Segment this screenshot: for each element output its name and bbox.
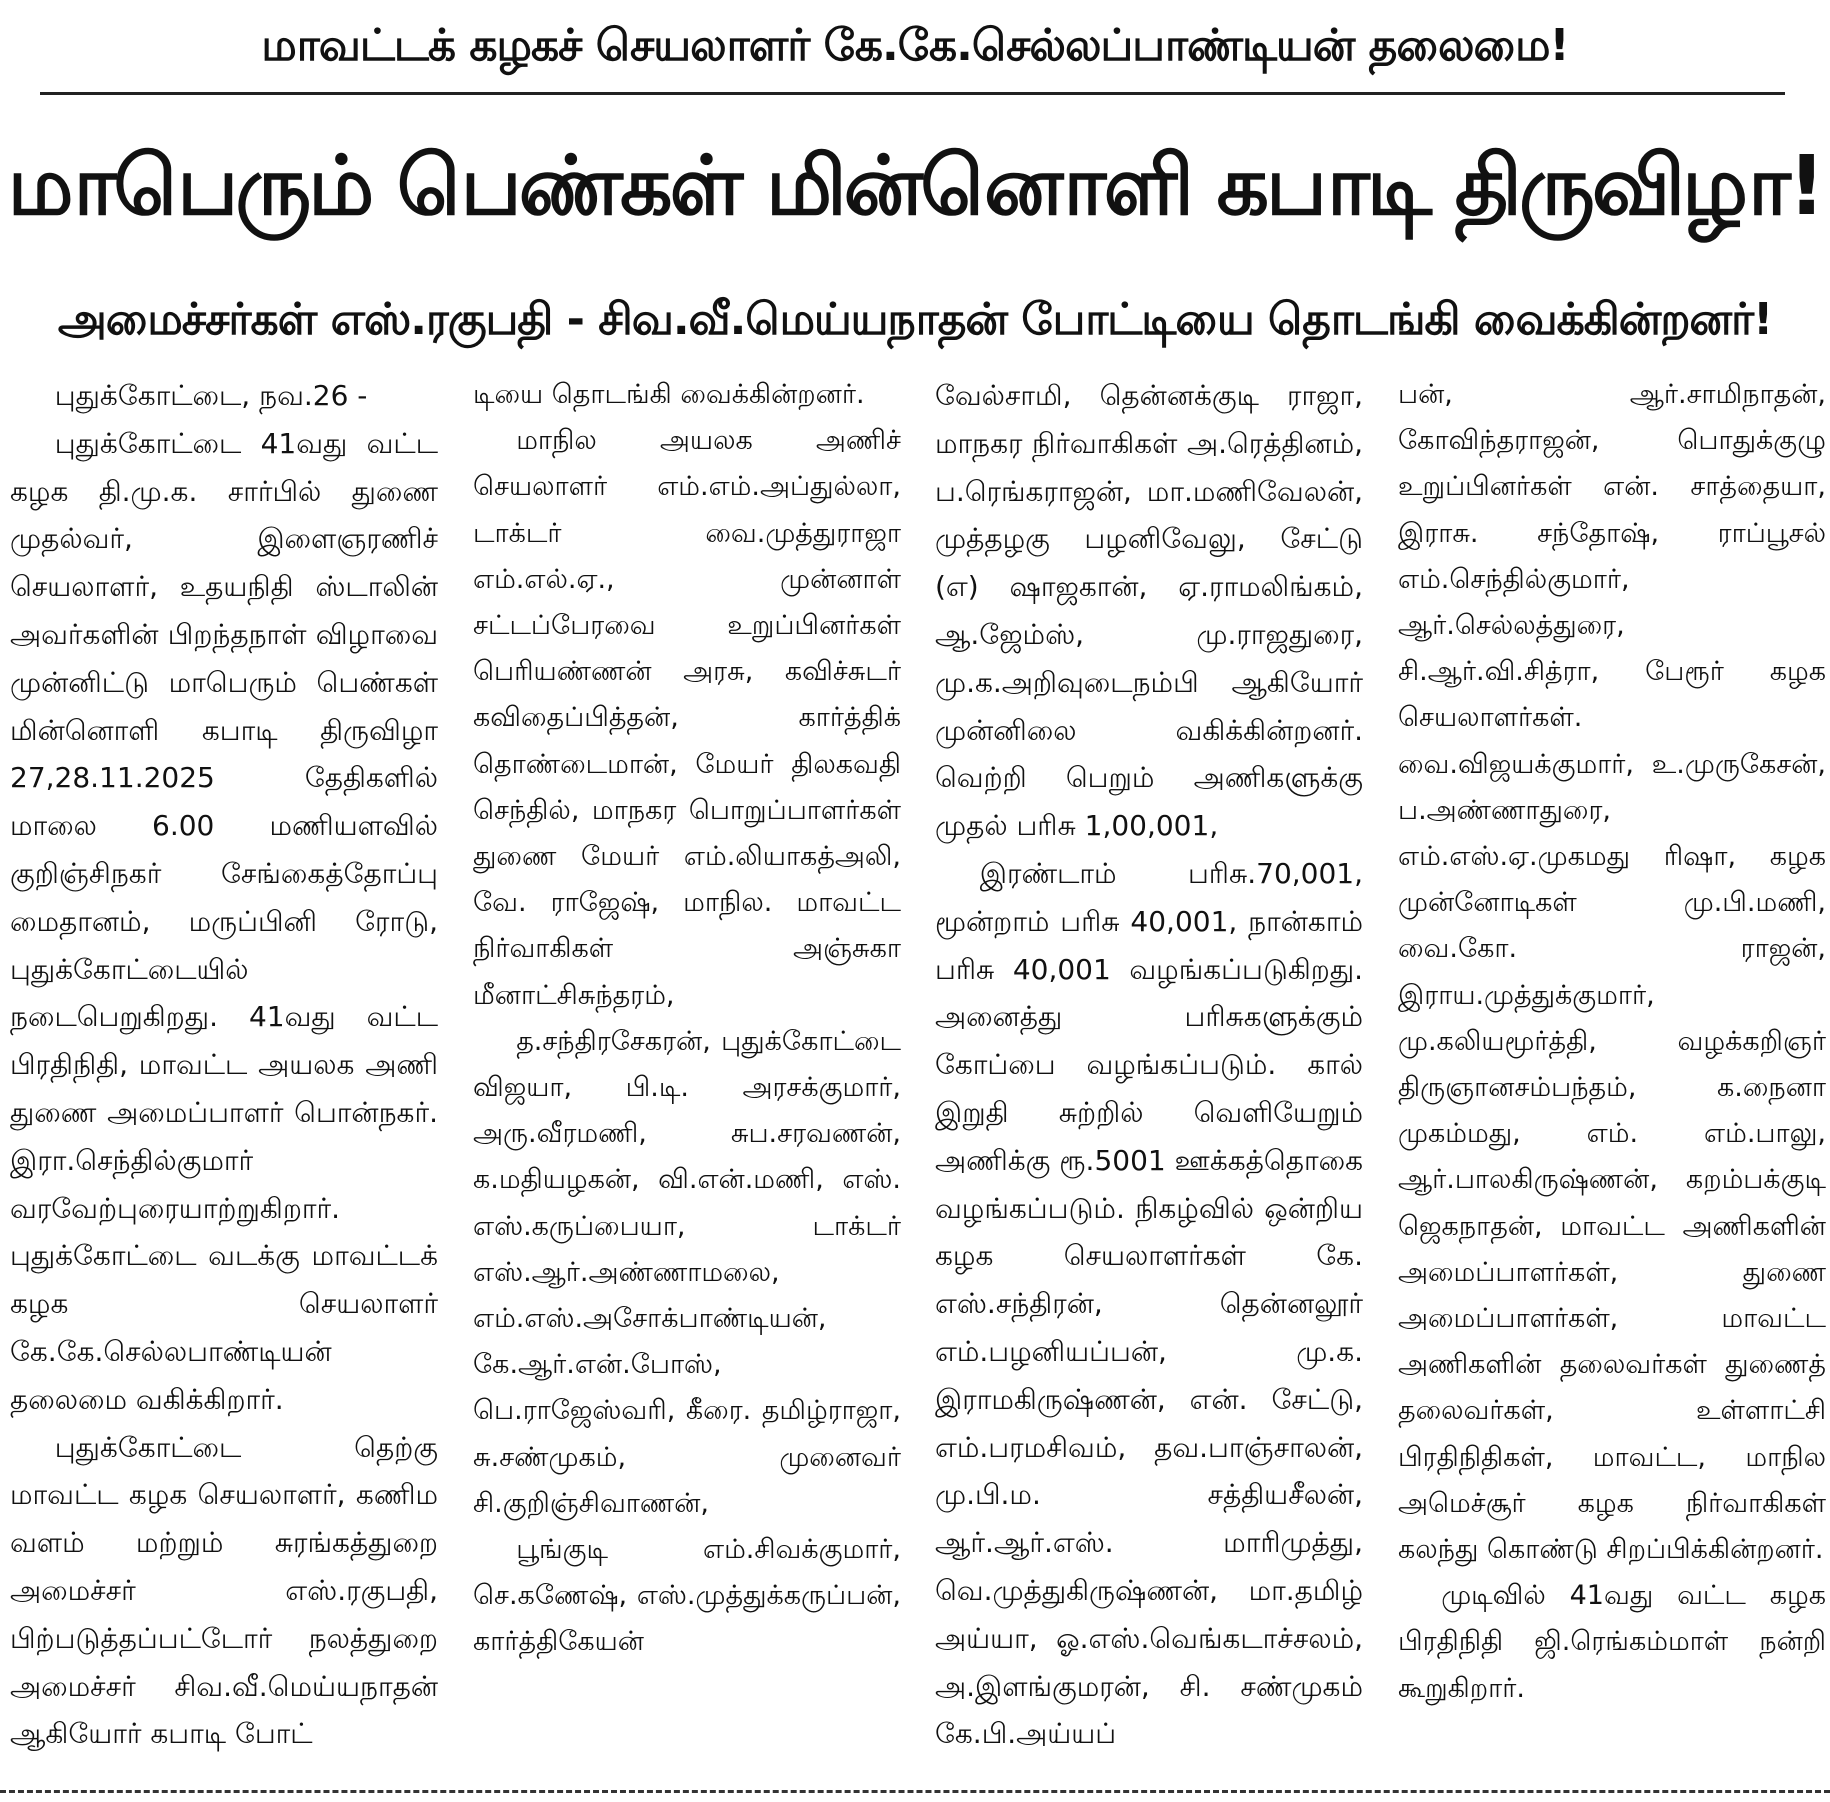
paragraph: புதுக்கோட்டை 41வது வட்ட கழக தி.மு.க. சார்பில் துணை முதல்வர், இளைஞரணிச் செயலாளர், உதயநிதி ஸ்டாலின் அவர்களின் பிறந்தநாள் விழாவை முன்னிட்டு மாபெரும் பெண்கள் மின்னொளி கபாடி திருவிழா 27,28.11.2025 தேதிகளில் மாலை 6.00 மணியளவில் குறிஞ்சிநகர் சேங்கைத்தோப்பு மைதானம், மருப்பினி ரோடு, புதுக்கோட்டையில் நடைபெறுகிறது. 41வது வட்ட பிரதிநிதி, மாவட்ட அயலக அணி துணை அமைப்பாளர் பொன்நகர். இரா.செந்தில்குமார் வரவேற்புரையாற்றுகிறார். புதுக்கோட்டை வடக்கு மாவட்டக் கழக செயலாளர் கே.கே.செல்லபாண்டியன் தலைமை வகிக்கிறார். — [10, 426, 438, 1416]
kicker-line: மாவட்டக் கழகச் செயலாளர் கே.கே.செல்லப்பாண்டியன் தலைமை! — [261, 20, 1569, 71]
paragraph: மாநில அயலக அணிச் செயலாளர் எம்.எம்.அப்துல்லா, டாக்டர் வை.முத்துராஜா எம்.எல்.ஏ., முன்னாள் சட்டப்பேரவை உறுப்பினர்கள் பெரியண்ணன் அரசு, கவிச்சுடர் கவிதைப்பித்தன், கார்த்திக் தொண்டைமான், மேயர் திலகவதி செந்தில், மாநகர பொறுப்பாளர்கள் துணை மேயர் எம்.லியாகத்அலி, வே. ராஜேஷ், மாநில. மாவட்ட நிர்வாகிகள் அஞ்சுகா மீனாட்சிசுந்தரம், — [473, 425, 901, 1011]
paragraph: முடிவில் 41வது வட்ட கழக பிரதிநிதி ஜி.ரெங்கம்மாள் நன்றி கூறுகிறார். — [1398, 1580, 1826, 1704]
article-body — [0, 372, 1830, 1762]
column-1 — [10, 372, 438, 1762]
subheadline: அமைச்சர்கள் எஸ்.ரகுபதி - சிவ.வீ.மெய்யநாதன் போட்டியை தொடங்கி வைக்கின்றனர்! — [57, 294, 1773, 345]
column-3 — [935, 372, 1363, 1762]
paragraph: த.சந்திரசேகரன், புதுக்கோட்டை விஜயா, பி.டி. அரசக்குமார், அரு.வீரமணி, சுப.சரவணன், க.மதியழகன், வி.என்.மணி, எஸ். எஸ்.கருப்பையா, டாக்டர் எஸ்.ஆர்.அண்ணாமலை, எம்.எஸ்.அசோக்பாண்டியன், கே.ஆர்.என்.போஸ், பெ.ராஜேஸ்வரி, கீரை. தமிழ்ராஜா, சு.சண்முகம், முனைவர் சி.குறிஞ்சிவாணன், — [473, 1025, 901, 1519]
headline: மாபெரும் பெண்கள் மின்னொளி கபாடி திருவிழா! — [7, 139, 1823, 234]
paragraph: புதுக்கோட்டை தெற்கு மாவட்ட கழக செயலாளர், கணிம வளம் மற்றும் சுரங்கத்துறை அமைச்சர் எஸ்.ரகுபதி, பிற்படுத்தப்பட்டோர் நலத்துறை அமைச்சர் சிவ.வீ.மெய்யநாதன் ஆகியோர் கபாடி போட் — [10, 1430, 438, 1751]
bottom-dashed-border — [0, 1790, 1830, 1793]
paragraph: பன், ஆர்.சாமிநாதன், கோவிந்தராஜன், பொதுக்குழு உறுப்பினர்கள் என். சாத்தையா, இராசு. சந்தோஷ், ராப்பூசல் எம்.செந்தில்குமார், ஆர்.செல்லத்துரை, சி.ஆர்.வி.சித்ரா, பேரூர் கழக செயலாளர்கள். வை.விஜயக்குமார், உ.முருகேசன், ப.அண்ணாதுரை, எம்.எஸ்.ஏ.முகமது ரிஷா, கழக முன்னோடிகள் மு.பி.மணி, வை.கோ. ராஜன், இராய.முத்துக்குமார், மு.கலியமூர்த்தி, வழக்கறிஞர் திருஞானசம்பந்தம், க.நைனா முகம்மது, எம். எம்.பாலு, ஆர்.பாலகிருஷ்ணன், கறம்பக்குடி ஜெகநாதன், மாவட்ட அணிகளின் அமைப்பாளர்கள், துணை அமைப்பாளர்கள், மாவட்ட அணிகளின் தலைவர்கள் துணைத் தலைவர்கள், உள்ளாட்சி பிரதிநிதிகள், மாவட்ட, மாநில அமெச்சூர் கழக நிர்வாகிகள் கலந்து கொண்டு சிறப்பிக்கின்றனர். — [1398, 379, 1826, 1566]
paragraph: டியை தொடங்கி வைக்கின்றனர். — [473, 379, 865, 410]
dateline: புதுக்கோட்டை, நவ.26 - — [54, 379, 368, 412]
kicker-divider — [40, 92, 1785, 95]
column-2 — [473, 372, 901, 1762]
column-4 — [1398, 372, 1826, 1762]
paragraph: பூங்குடி எம்.சிவக்குமார், செ.கணேஷ், எஸ்.முத்துக்கருப்பன், கார்த்திகேயன் — [473, 1534, 901, 1658]
paragraph: வேல்சாமி, தென்னக்குடி ராஜா, மாநகர நிர்வாகிகள் அ.ரெத்தினம், ப.ரெங்கராஜன், மா.மணிவேலன், முத்தழகு பழனிவேலு, சேட்டு (எ) ஷாஜகான், ஏ.ராமலிங்கம், ஆ.ஜேம்ஸ், மு.ராஜதுரை, மு.க.அறிவுடைநம்பி ஆகியோர் முன்னிலை வகிக்கின்றனர். வெற்றி பெறும் அணிகளுக்கு முதல் பரிசு 1,00,001, — [935, 379, 1363, 843]
paragraph: இரண்டாம் பரிசு.70,001, மூன்றாம் பரிசு 40,001, நான்காம் பரிசு 40,001 வழங்கப்படுகிறது. அனைத்து பரிசுகளுக்கும் கோப்பை வழங்கப்படும். கால் இறுதி சுற்றில் வெளியேறும் அணிக்கு ரூ.5001 ஊக்கத்தொகை வழங்கப்படும். நிகழ்வில் ஒன்றிய கழக செயலாளர்கள் கே. எஸ்.சந்திரன், தென்னலூர் எம்.பழனியப்பன், மு.க. இராமகிருஷ்ணன், என். சேட்டு, எம்.பரமசிவம், தவ.பாஞ்சாலன், மு.பி.ம. சத்தியசீலன், ஆர்.ஆர்.எஸ். மாரிமுத்து, வெ.முத்துகிருஷ்ணன், மா.தமிழ் அய்யா, ஓ.எஸ்.வெங்கடாச்சலம், அ.இளங்குமரன், சி. சண்முகம் கே.பி.அய்யப் — [935, 856, 1363, 1751]
